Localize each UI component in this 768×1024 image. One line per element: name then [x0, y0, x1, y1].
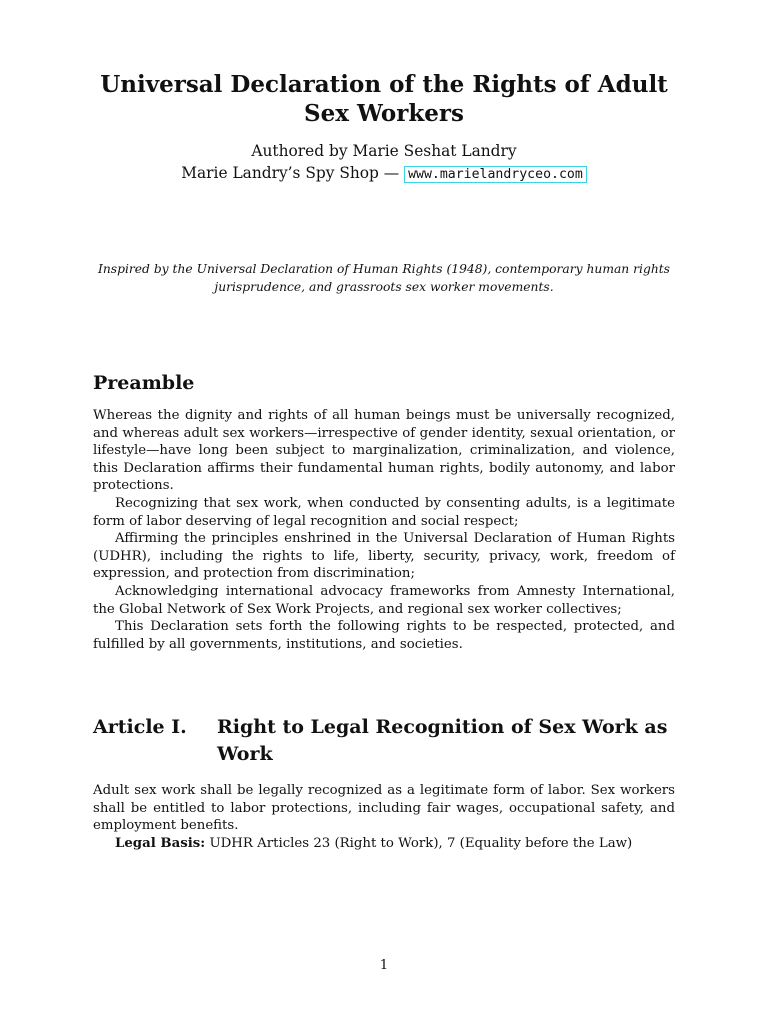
document-title: Universal Declaration of the Rights of Adult Sex Workers: [100, 71, 668, 127]
preamble-paragraph: Recognizing that sex work, when conducted by consenting adults, is a legitimate form of labor deserving of legal recognition and social respect;: [93, 495, 675, 529]
article-title: Right to Legal Recognition of Sex Work as Work: [217, 716, 668, 765]
shop-line: [93, 162, 675, 186]
preamble-body: [93, 407, 675, 653]
legal-basis-text: UDHR Articles 23 (Right to Work), 7 (Equality before the Law): [209, 835, 633, 851]
website-link[interactable]: www.marielandryceo.com: [404, 166, 587, 183]
document-page: [93, 0, 675, 1024]
inspiration-note: Inspired by the Universal Declaration of Human Rights (1948), contemporary human rights jurisprudence, and grassroots sex worker movements.: [97, 262, 670, 294]
byline: [93, 140, 675, 186]
preamble-paragraph: This Declaration sets forth the following rights to be respected, protected, and fulfilled by all governments, institutions, and societies.: [93, 619, 675, 652]
article-text: Adult sex work shall be legally recognized as a legitimate form of labor. Sex workers shall be entitled to labor protections, including fair wages, occupational safety, and employment benefits.: [93, 783, 675, 834]
article-number: Article I.: [93, 716, 187, 738]
legal-basis-label: Legal Basis:: [115, 835, 206, 851]
preamble-paragraph: Acknowledging international advocacy frameworks from Amnesty International, the Global Network of Sex Work Projects, and regional sex worker collectives;: [93, 583, 675, 617]
shop-name: Marie Landry’s Spy Shop —: [181, 164, 400, 182]
preamble-paragraph: Affirming the principles enshrined in the Universal Declaration of Human Rights (UDHR), including the rights to life, liberty, security, privacy, work, freedom of expression, and protection from discrimination;: [93, 531, 675, 582]
preamble-paragraph: Whereas the dignity and rights of all human beings must be universally recognized, and whereas adult sex workers—irrespective of gender identity, sexual orientation, or lifestyle—have long been subject to marginalization, criminalization, and violence, this Declaration affirms their fundamental human rights, bodily autonomy, and labor protections.: [93, 408, 675, 494]
article-heading: [93, 714, 675, 768]
preamble-heading: Preamble: [93, 372, 195, 394]
author-line: Authored by Marie Seshat Landry: [251, 142, 517, 160]
page-number: 1: [379, 958, 389, 973]
article-body: [93, 782, 675, 852]
legal-basis: [93, 835, 675, 853]
